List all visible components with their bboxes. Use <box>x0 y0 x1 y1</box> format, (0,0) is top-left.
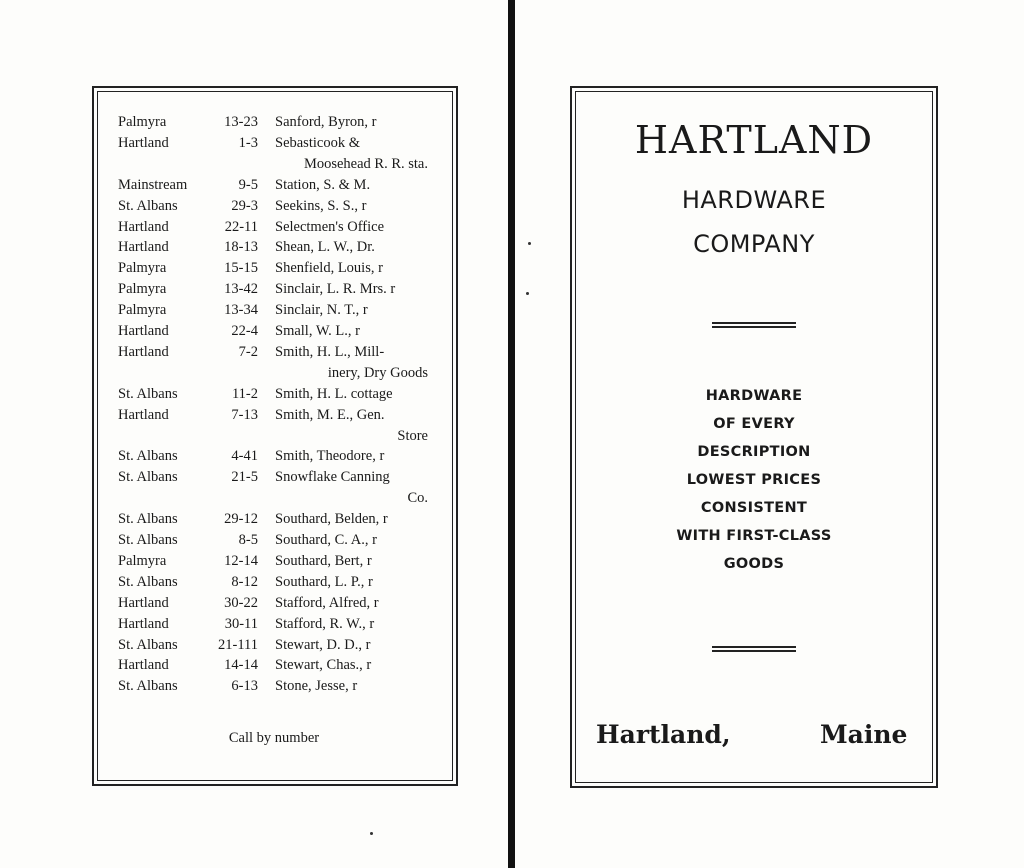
listing-name: Southard, L. P., r <box>275 573 373 590</box>
listing-name: Sebasticook & <box>275 134 360 151</box>
listing-name: Stafford, Alfred, r <box>275 594 379 611</box>
listing-name: Southard, Belden, r <box>275 511 388 528</box>
directory-row <box>94 405 454 425</box>
directory-row <box>94 551 454 571</box>
tagline-line: OF EVERY <box>713 416 795 432</box>
listing-town: Hartland <box>118 657 169 674</box>
directory-row <box>94 112 454 132</box>
listing-name: Selectmen's Office <box>275 218 385 235</box>
listing-name: Small, W. L., r <box>275 323 360 339</box>
listing-number: 13-34 <box>224 302 258 319</box>
directory-row <box>94 279 454 299</box>
listing-name: Seekins, S. S., r <box>275 197 367 214</box>
listing-town: Palmyra <box>118 260 167 277</box>
directory-row <box>94 676 454 696</box>
tagline-line: HARDWARE <box>705 388 803 404</box>
directory-row <box>94 196 454 216</box>
double-rule-top <box>712 322 796 328</box>
listing-continuation: Moosehead R. R. sta. <box>303 155 428 172</box>
listing-continuation: Co. <box>407 490 428 507</box>
tagline-line: CONSISTENT <box>700 500 808 516</box>
listing-number: 21-111 <box>217 636 258 653</box>
listing-continuation: inery, Dry Goods <box>327 364 428 381</box>
directory-row <box>94 237 454 257</box>
listing-number: 7-13 <box>231 406 258 423</box>
directory-row <box>94 300 454 320</box>
listing-number: 29-3 <box>231 197 258 214</box>
listing-number: 22-11 <box>224 218 258 235</box>
listing-town: St. Albans <box>118 197 178 214</box>
listing-number: 13-23 <box>224 114 258 130</box>
listing-town: Palmyra <box>118 114 167 130</box>
listing-number: 14-14 <box>224 657 258 674</box>
directory-row <box>94 530 454 550</box>
directory-row <box>94 363 454 383</box>
directory-row <box>94 384 454 404</box>
listing-number: 30-22 <box>224 594 258 611</box>
listing-town: Hartland <box>118 594 169 611</box>
listing-town: St. Albans <box>118 385 178 402</box>
listing-town: St. Albans <box>118 511 178 528</box>
listing-number: 21-5 <box>231 469 258 486</box>
directory-row <box>94 342 454 362</box>
directory-row <box>94 635 454 655</box>
listing-town: Palmyra <box>118 552 167 569</box>
directory-row <box>94 426 454 446</box>
directory-row <box>94 467 454 487</box>
listing-name: Sanford, Byron, r <box>275 114 377 130</box>
listing-number: 9-5 <box>238 176 258 193</box>
double-rule-bottom <box>712 646 796 652</box>
tagline-line: LOWEST PRICES <box>686 472 822 488</box>
tagline-line: GOODS <box>723 556 785 572</box>
directory-row <box>94 655 454 675</box>
directory-row <box>94 175 454 195</box>
listing-number: 13-42 <box>224 281 258 298</box>
listing-name: Southard, C. A., r <box>275 532 377 548</box>
listing-town: Hartland <box>118 218 169 235</box>
listing-number: 6-13 <box>231 678 258 695</box>
company-line-company: COMPANY <box>693 230 815 258</box>
directory-row <box>94 154 454 174</box>
listing-number: 8-5 <box>238 532 258 548</box>
listing-town: Hartland <box>118 239 169 256</box>
listing-name: Stone, Jesse, r <box>275 678 358 695</box>
listing-town: St. Albans <box>118 448 178 465</box>
listing-number: 4-41 <box>231 448 258 465</box>
directory-row <box>94 593 454 613</box>
listing-town: Hartland <box>118 406 169 423</box>
directory-row <box>94 217 454 237</box>
directory-page <box>92 86 458 786</box>
directory-row <box>94 446 454 466</box>
listing-town: St. Albans <box>118 469 178 486</box>
advert-page <box>570 86 938 788</box>
listing-number: 15-15 <box>224 260 258 277</box>
directory-row <box>94 509 454 529</box>
listing-name: Smith, Theodore, r <box>275 448 385 465</box>
listing-town: Hartland <box>118 323 169 339</box>
tagline-line: DESCRIPTION <box>697 444 811 460</box>
listing-number: 7-2 <box>238 343 258 360</box>
listing-number: 8-12 <box>231 573 258 590</box>
listing-town: St. Albans <box>118 678 178 695</box>
listing-continuation: Store <box>397 427 428 444</box>
city-name: Hartland, <box>596 720 731 749</box>
page-gutter <box>508 0 515 868</box>
listing-number: 1-3 <box>238 134 258 151</box>
listing-town: St. Albans <box>118 636 178 653</box>
directory-row <box>94 614 454 634</box>
directory-row <box>94 133 454 153</box>
listing-name: Sinclair, L. R. Mrs. r <box>275 281 396 298</box>
listing-name: Southard, Bert, r <box>275 552 372 569</box>
listing-name: Smith, M. E., Gen. <box>275 406 385 423</box>
listing-name: Shenfield, Louis, r <box>275 260 383 277</box>
company-name: HARTLAND <box>634 118 874 162</box>
listing-number: 11-2 <box>231 385 258 402</box>
company-line-hardware: HARDWARE <box>681 186 827 214</box>
print-speck <box>526 292 529 295</box>
tagline-line: WITH FIRST-CLASS <box>676 528 832 544</box>
listing-number: 12-14 <box>224 552 258 569</box>
listing-town: St. Albans <box>118 532 178 548</box>
listing-number: 18-13 <box>224 239 258 256</box>
listing-town: Hartland <box>118 615 169 632</box>
listing-town: St. Albans <box>118 573 178 590</box>
directory-row <box>94 488 454 508</box>
listing-town: Mainstream <box>118 176 188 193</box>
listing-name: Stewart, Chas., r <box>275 657 372 674</box>
directory-row <box>94 258 454 278</box>
listing-name: Snowflake Canning <box>275 469 390 486</box>
listing-town: Hartland <box>118 343 169 360</box>
listing-name: Sinclair, N. T., r <box>275 302 368 319</box>
listing-name: Smith, H. L. cottage <box>275 385 393 402</box>
listing-name: Stafford, R. W., r <box>275 615 375 632</box>
print-speck <box>528 242 531 245</box>
print-speck <box>370 832 373 835</box>
directory-footer: Call by number <box>228 730 320 746</box>
directory-row <box>94 321 454 341</box>
listing-number: 30-11 <box>224 615 258 632</box>
listing-town: Palmyra <box>118 281 167 298</box>
listing-town: Hartland <box>118 134 169 151</box>
listing-name: Station, S. & M. <box>275 176 371 193</box>
listing-name: Smith, H. L., Mill- <box>275 343 385 360</box>
listing-number: 29-12 <box>224 511 258 528</box>
listing-number: 22-4 <box>231 323 258 339</box>
listing-name: Stewart, D. D., r <box>275 636 371 653</box>
listing-name: Shean, L. W., Dr. <box>275 239 375 256</box>
state-name: Maine <box>820 720 908 749</box>
listing-town: Palmyra <box>118 302 167 319</box>
directory-row <box>94 572 454 592</box>
